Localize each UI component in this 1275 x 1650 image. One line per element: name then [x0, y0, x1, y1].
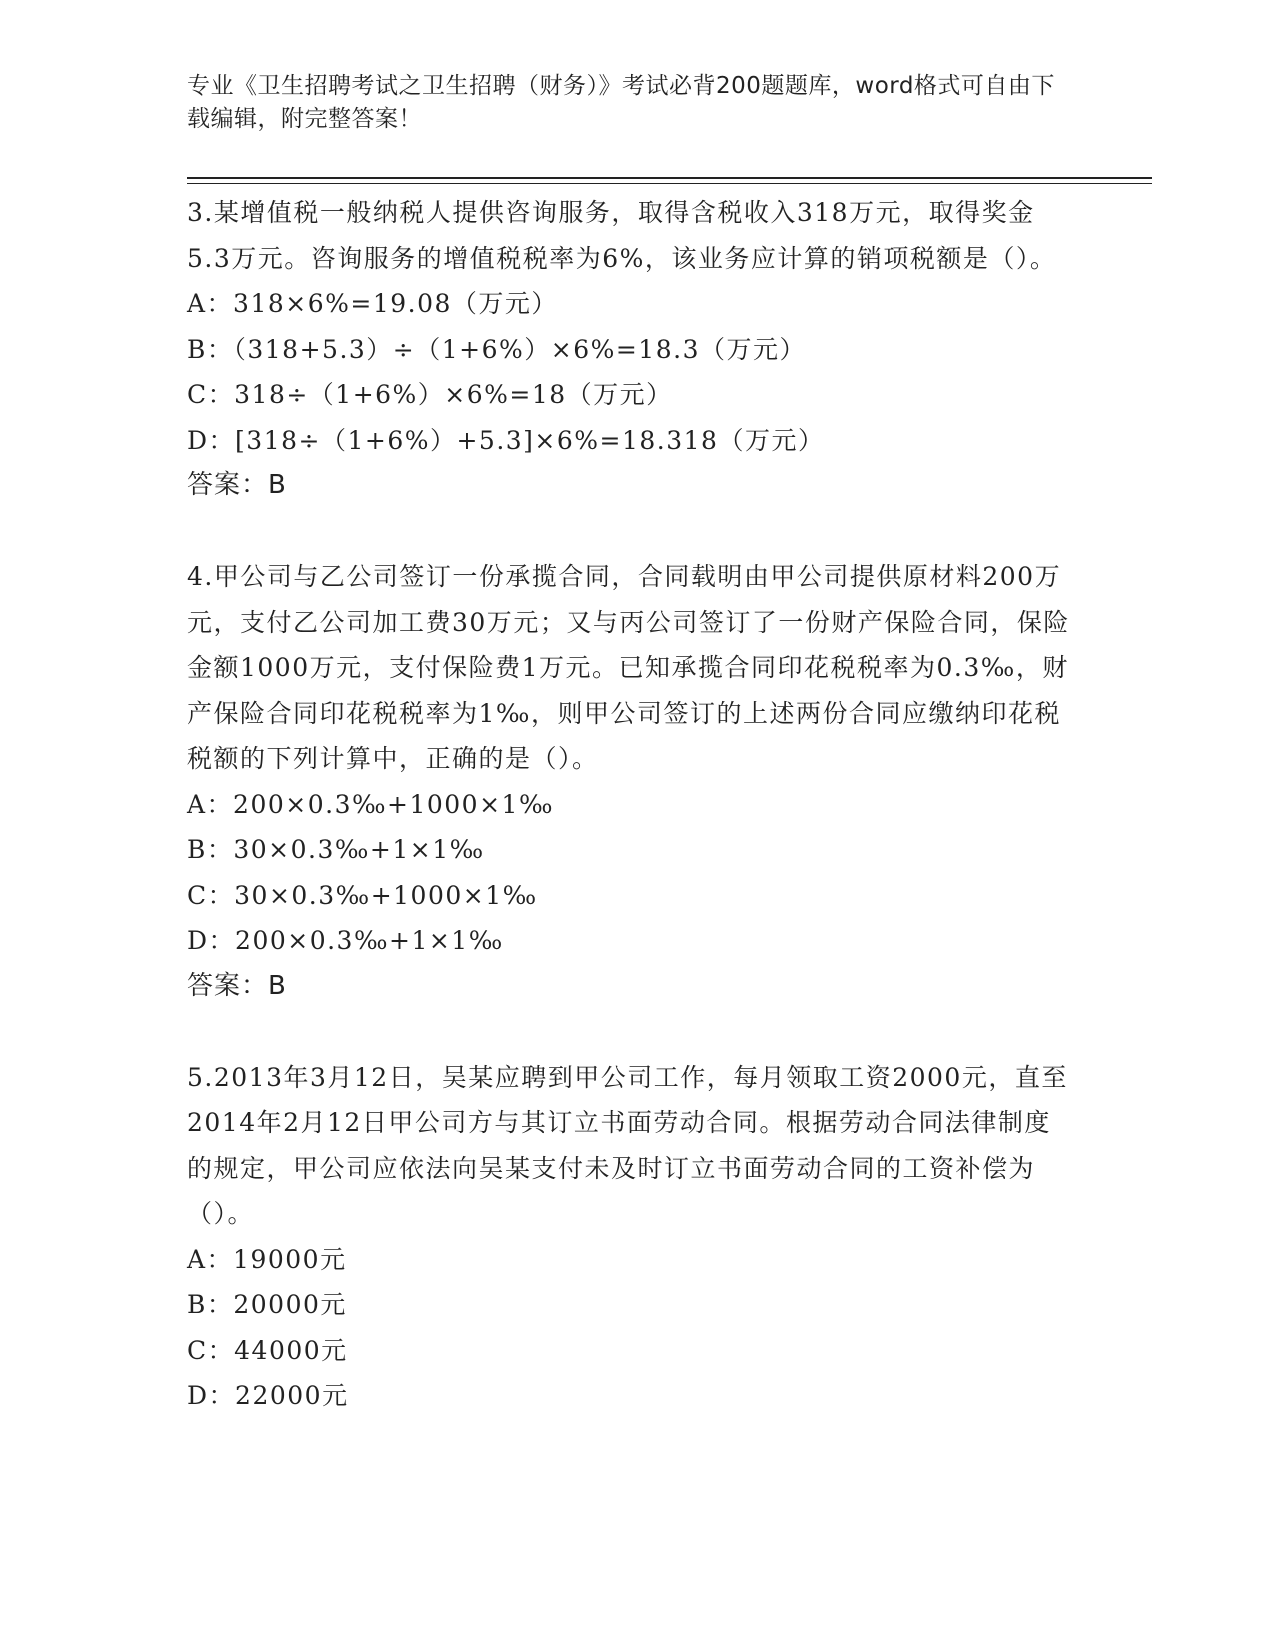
option-a: A：19000元 [187, 1244, 347, 1274]
question-stem: 3.某增值税一般纳税人提供咨询服务，取得含税收入318万元，取得奖金5.3万元。咨询服务的增值税税率为6%，该业务应计算的销项税额是（）。 [187, 198, 1057, 273]
option-b: B：30×0.3‰+1×1‰ [187, 835, 485, 864]
header-divider-thin [187, 183, 1152, 184]
question-spacer [187, 509, 1077, 555]
question-spacer [187, 1009, 1077, 1055]
option-c: C：44000元 [187, 1335, 348, 1365]
answer: 答案：B [187, 970, 287, 1001]
question-3 [187, 190, 1077, 509]
option-b: B：20000元 [187, 1290, 347, 1319]
question-stem: 4.甲公司与乙公司签订一份承揽合同，合同载明由甲公司提供原材料200万元，支付乙公司加工费30万元；又与丙公司签订了一份财产保险合同，保险金额1000万元，支付保险费1万元。已知承揽合同印花税税率为0.3‰，财产保险合同印花税税率为1‰，则甲公司签订的上述两份合同应缴纳印花税税额的下列计算中，正确的是（）。 [187, 562, 1070, 773]
option-b: B：（318+5.3）÷（1+6%）×6%=18.3（万元） [187, 334, 806, 364]
option-c: C：318÷（1+6%）×6%=18（万元） [187, 380, 673, 409]
header-divider-thick [187, 177, 1152, 179]
option-d: D：200×0.3‰+1×1‰ [187, 926, 504, 955]
option-d: D：[318÷（1+6%）+5.3]×6%=18.318（万元） [187, 425, 825, 455]
question-list [187, 190, 1077, 1419]
question-5 [187, 1055, 1077, 1419]
question-stem: 5.2013年3月12日，吴某应聘到甲公司工作，每月领取工资2000元，直至2014年2月12日甲公司方与其订立书面劳动合同。根据劳动合同法律制度的规定，甲公司应依法向吴某支付未及时订立书面劳动合同的工资补偿为（）。 [187, 1062, 1068, 1228]
option-d: D：22000元 [187, 1381, 349, 1410]
document-header: 专业《卫生招聘考试之卫生招聘（财务）》考试必背200题题库，word格式可自由下载编辑，附完整答案！ [187, 73, 1055, 132]
option-c: C：30×0.3‰+1000×1‰ [187, 880, 538, 910]
question-4 [187, 554, 1077, 1009]
option-a: A：200×0.3‰+1000×1‰ [187, 789, 554, 819]
answer: 答案：B [187, 470, 287, 500]
option-a: A：318×6%=19.08（万元） [187, 289, 558, 318]
